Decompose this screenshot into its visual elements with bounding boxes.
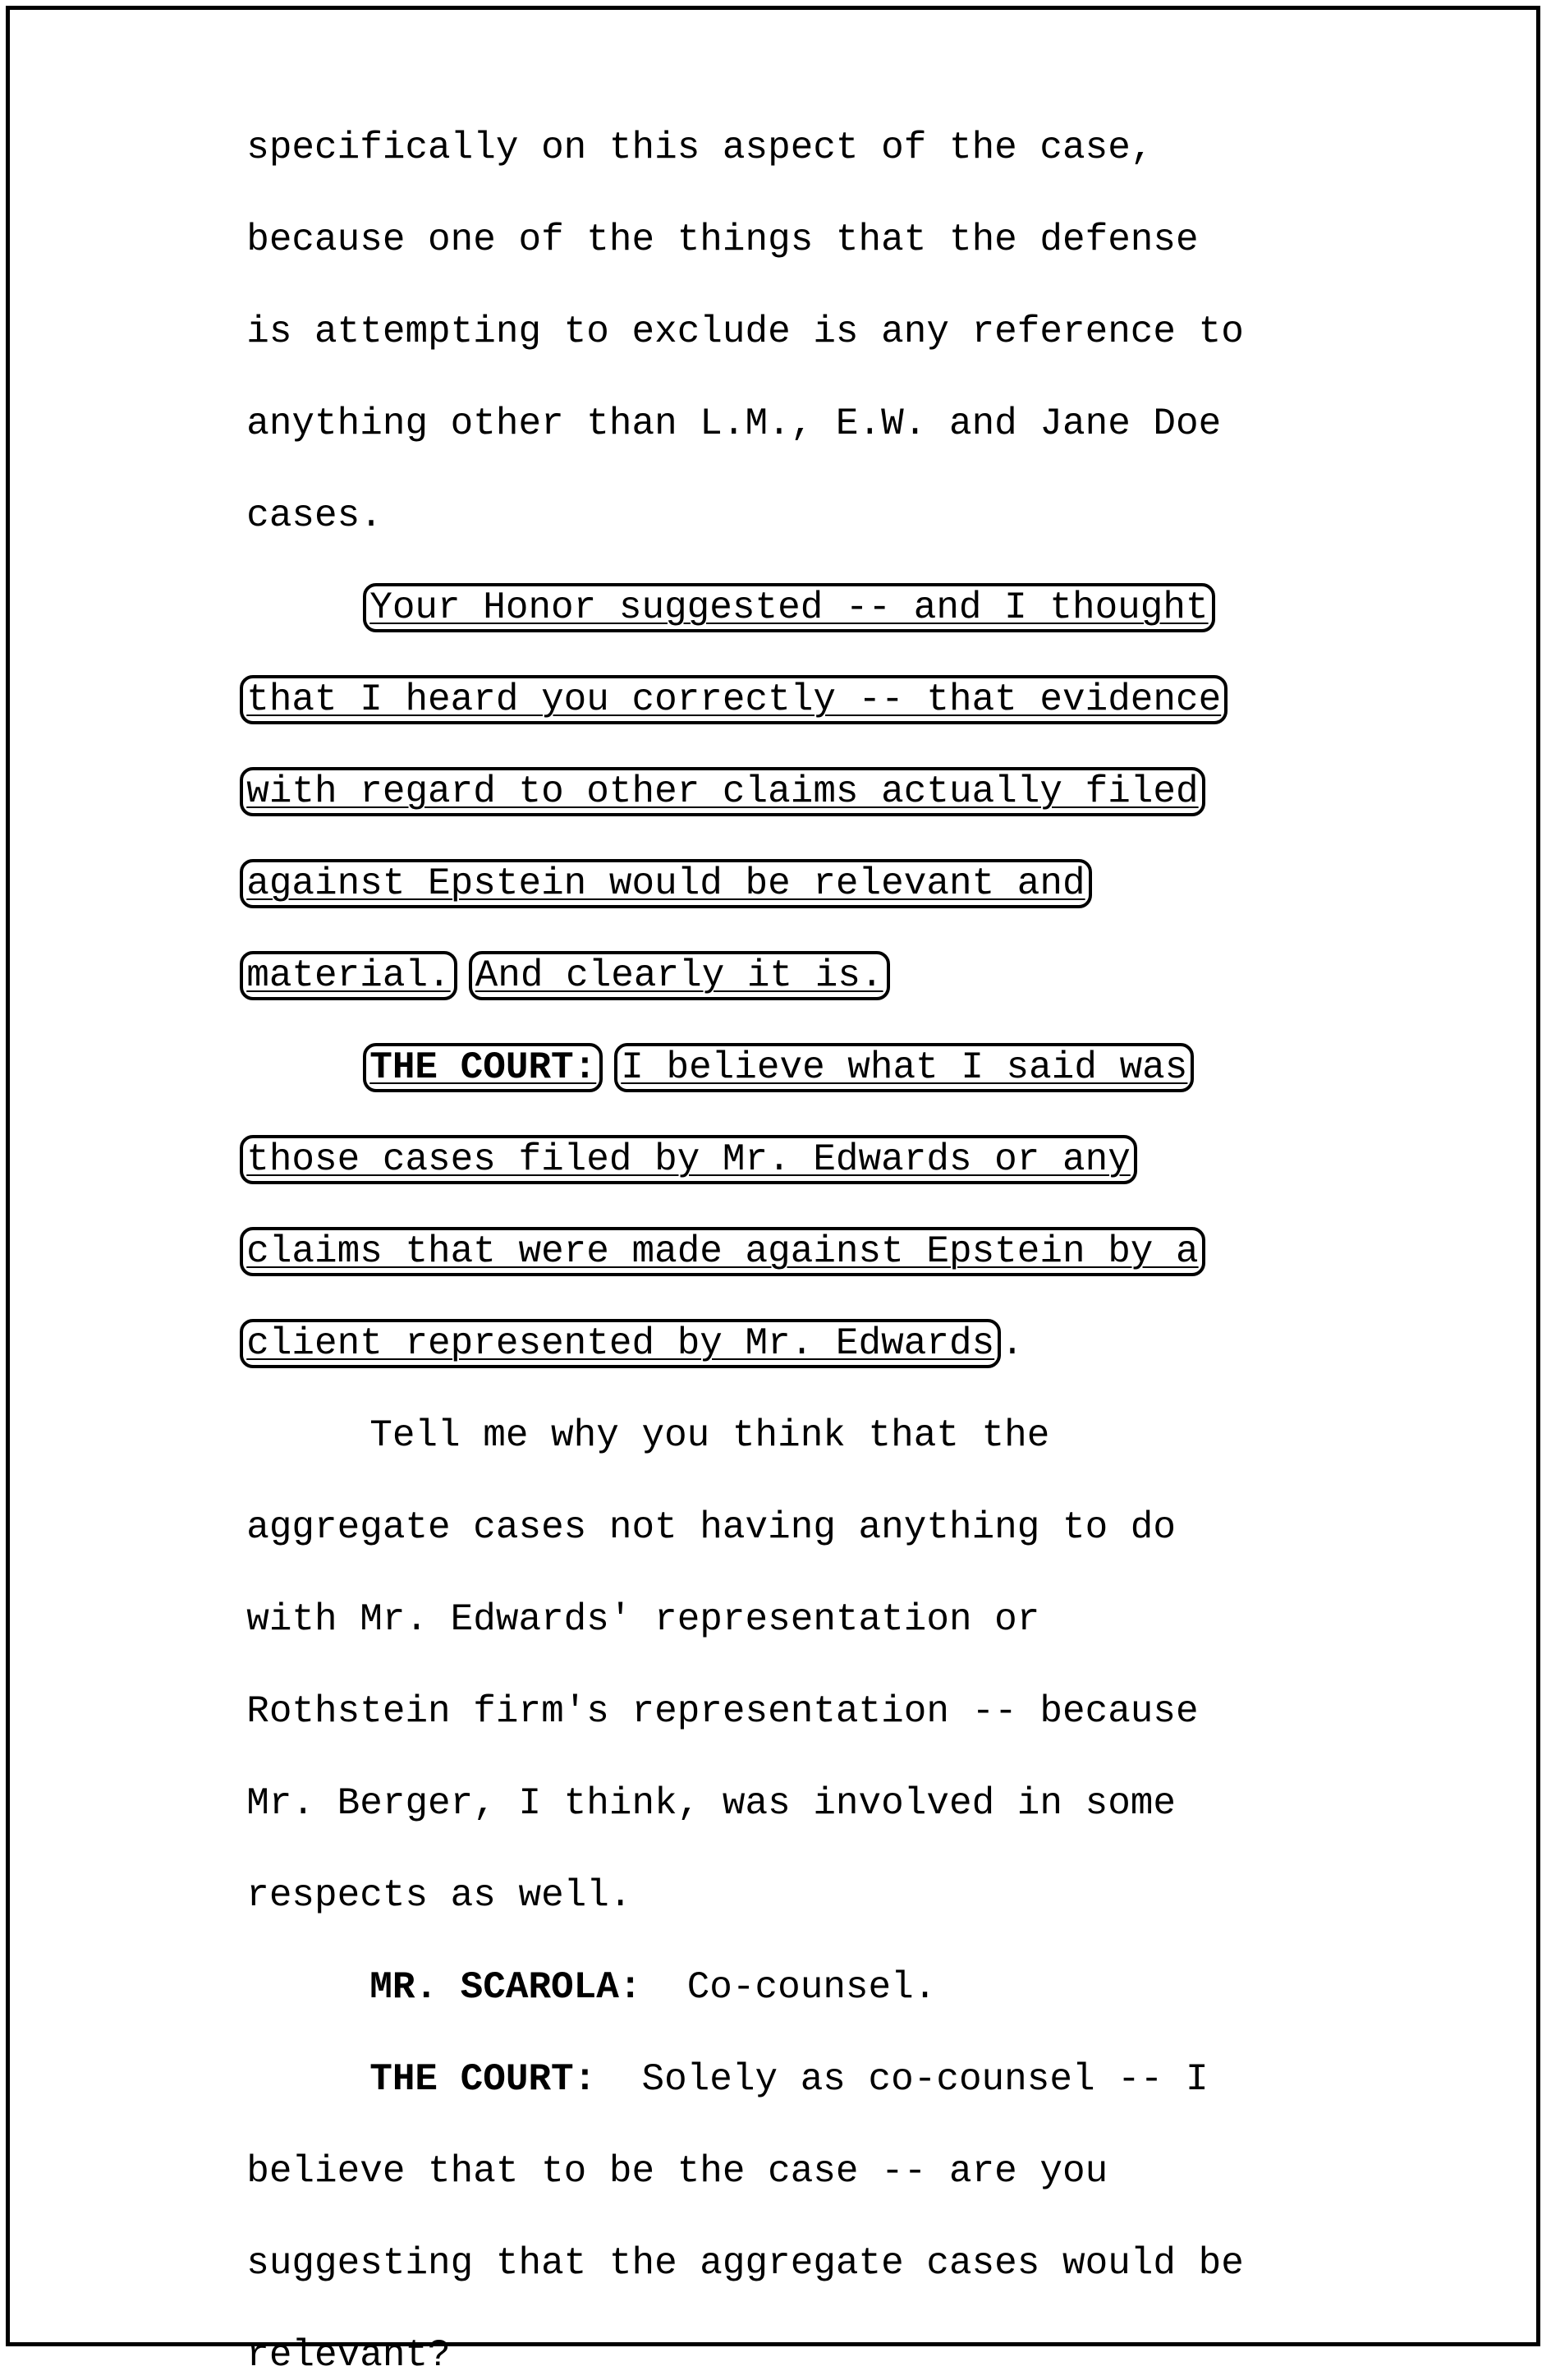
- transcript-line: [324, 1362, 1050, 1457]
- line-text: anything other than L.M., E.W. and Jane Doe: [246, 402, 1222, 445]
- transcript-line: [201, 902, 890, 997]
- line-text: relevant?: [246, 2334, 451, 2377]
- transcript-line: [201, 1178, 1205, 1273]
- transcript-line: [201, 2189, 1244, 2285]
- transcript-line: [201, 1454, 1177, 1549]
- transcript-line: [201, 1730, 1177, 1825]
- transcript-line: [201, 626, 1227, 721]
- line-text: .: [1001, 1322, 1024, 1365]
- line-text: with Mr. Edwards' representation or: [246, 1598, 1040, 1641]
- transcript-line: [201, 258, 1244, 353]
- highlighted-passage: I believe what I said was: [614, 1043, 1194, 1092]
- transcript-line: [201, 2281, 451, 2377]
- line-text: Rothstein firm's representation -- because: [246, 1690, 1199, 1733]
- highlighted-passage: against Epstein would be relevant and: [240, 859, 1091, 908]
- line-text: believe that to be the case -- are you: [246, 2150, 1108, 2193]
- transcript-line: [324, 2006, 1209, 2101]
- transcript-line: [324, 994, 1194, 1089]
- highlighted-passage: those cases filed by Mr. Edwards or any: [240, 1135, 1137, 1184]
- transcript-line: [201, 1270, 1024, 1365]
- speaker-label: THE COURT:: [363, 1043, 603, 1092]
- transcript-line: [201, 1638, 1199, 1733]
- transcript-line: [201, 810, 1092, 905]
- transcript-line: [201, 166, 1199, 261]
- line-text: Solely as co-counsel -- I: [596, 2058, 1209, 2101]
- transcript-line: [201, 1546, 1040, 1641]
- speaker-label: MR. SCAROLA:: [369, 1966, 642, 2009]
- line-text: suggesting that the aggregate cases would be: [246, 2242, 1244, 2285]
- highlighted-passage: Your Honor suggested -- and I thought: [363, 583, 1214, 632]
- transcript-line: [324, 534, 1215, 629]
- line-text: specifically on this aspect of the case,: [246, 126, 1154, 169]
- line-text: because one of the things that the defense: [246, 218, 1199, 261]
- transcript-line: [201, 350, 1222, 445]
- transcript-line: [201, 74, 1154, 169]
- line-text: Mr. Berger, I think, was involved in some: [246, 1782, 1177, 1825]
- line-text: cases.: [246, 494, 383, 537]
- line-text: Tell me why you think that the: [369, 1414, 1050, 1457]
- transcript-line: [324, 1914, 937, 2009]
- transcript-line: [201, 718, 1205, 813]
- transcript-line: [201, 442, 383, 537]
- highlighted-passage: that I heard you correctly -- that evidence: [240, 675, 1227, 724]
- highlighted-passage: with regard to other claims actually filed: [240, 767, 1205, 816]
- speaker-label: THE COURT:: [369, 2058, 597, 2101]
- highlighted-passage: client represented by Mr. Edwards: [240, 1319, 1001, 1368]
- highlighted-passage: And clearly it is.: [469, 951, 890, 1000]
- line-text: aggregate cases not having anything to do: [246, 1506, 1177, 1549]
- transcript-line: [201, 1822, 632, 1917]
- line-text: is attempting to exclude is any reference to: [246, 310, 1244, 353]
- highlighted-passage: claims that were made against Epstein by a: [240, 1227, 1205, 1276]
- transcript-line: [201, 2097, 1108, 2193]
- highlighted-passage: material.: [240, 951, 457, 1000]
- line-text: respects as well.: [246, 1874, 632, 1917]
- line-text: Co-counsel.: [641, 1966, 937, 2009]
- transcript-line: [201, 1086, 1137, 1181]
